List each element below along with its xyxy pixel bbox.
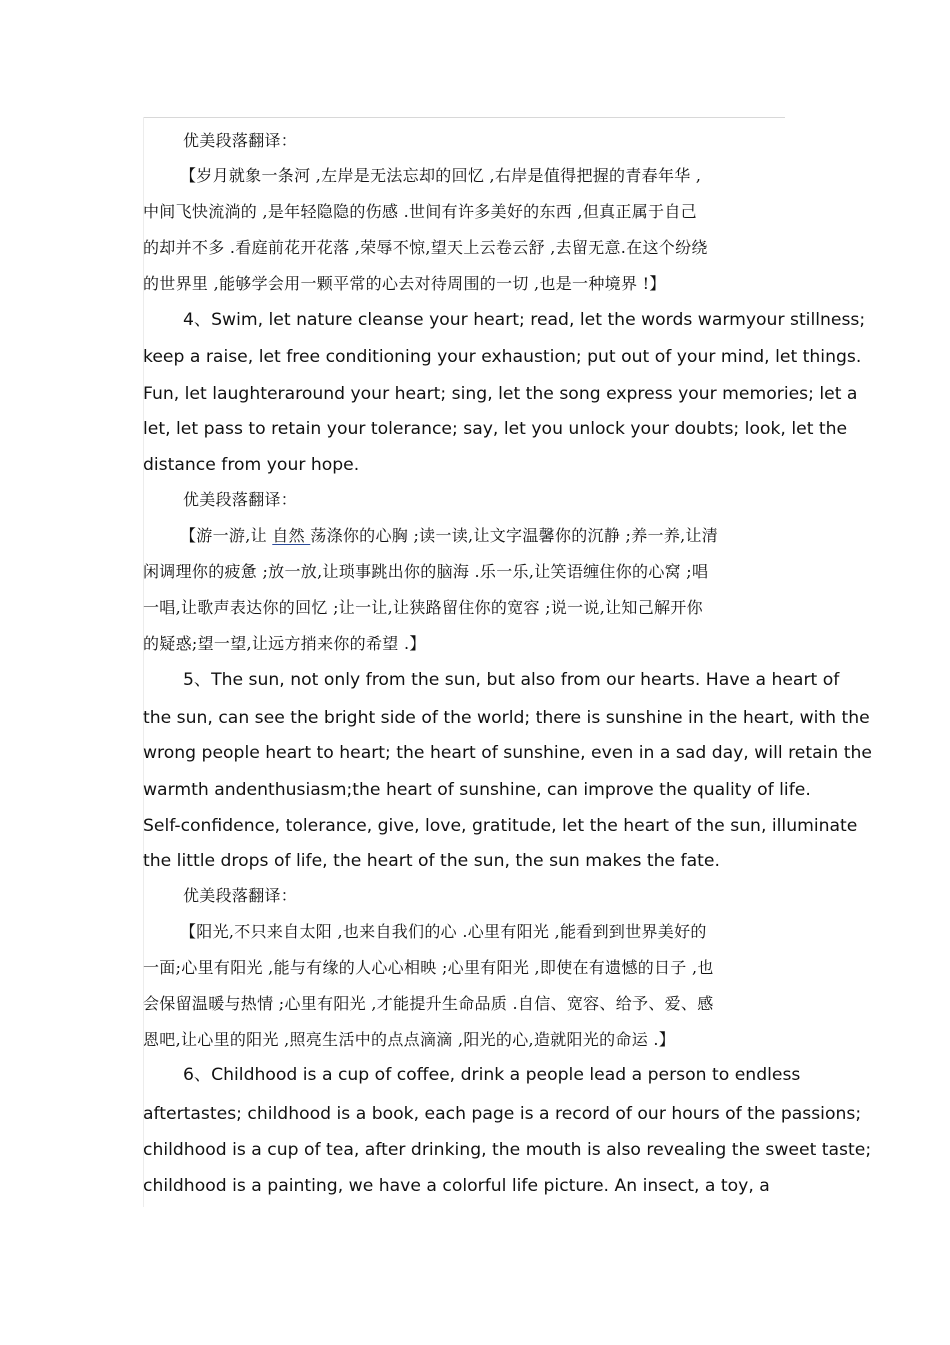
p4-en-line: 4、Swim, let nature cleanse your heart; read, let the words warmyour stillness; bbox=[183, 310, 866, 330]
p6-en-line: 6、Childhood is a cup of coffee, drink a people lead a person to endless bbox=[183, 1065, 801, 1085]
p4-cn-line: 一唱,让歌声表达你的回忆 ;让一让,让狭路留住你的宽容 ;说一说,让知己解开你 bbox=[143, 598, 703, 617]
p4-cn-line: 闲调理你的疲惫 ;放一放,让琐事跳出你的脑海 .乐一乐,让笑语缠住你的心窝 ;唱 bbox=[143, 562, 709, 581]
p6-en-line: childhood is a cup of tea, after drinking, the mouth is also revealing the sweet taste; bbox=[143, 1140, 872, 1160]
p3-cn-line: 的世界里 ,能够学会用一颗平常的心去对待周围的一切 ,也是一种境界 !】 bbox=[143, 274, 666, 293]
p3-cn-line: 的却并不多 .看庭前花开花落 ,荣辱不惊,望天上云卷云舒 ,去留无意.在这个纷绕 bbox=[143, 238, 708, 257]
p5-en-line: 5、The sun, not only from the sun, but also from our hearts. Have a heart of bbox=[183, 670, 840, 690]
translation-heading: 优美段落翻译： bbox=[183, 131, 298, 150]
p6-en-line: aftertastes; childhood is a book, each page is a record of our hours of the passions; bbox=[143, 1104, 862, 1124]
p3-cn-line: 中间飞快流淌的 ,是年轻隐隐的伤感 .世间有许多美好的东西 ,但真正属于自己 bbox=[143, 202, 697, 221]
p3-cn-line: 【岁月就象一条河 ,左岸是无法忘却的回忆 ,右岸是值得把握的青春年华 , bbox=[180, 166, 702, 185]
p4-cn-line-start: 【游一游,让 bbox=[180, 526, 273, 545]
p4-cn-line bbox=[180, 528, 718, 544]
p6-en-line: childhood is a painting, we have a colorful life picture. An insect, a toy, a bbox=[143, 1176, 770, 1196]
p4-cn-line: 的疑惑;望一望,让远方捎来你的希望 .】 bbox=[143, 634, 426, 653]
p5-en-line: the little drops of life, the heart of the sun, the sun makes the fate. bbox=[143, 851, 720, 871]
translation-heading: 优美段落翻译： bbox=[183, 490, 298, 509]
p5-cn-line: 【阳光,不只来自太阳 ,也来自我们的心 .心里有阳光 ,能看到到世界美好的 bbox=[180, 922, 707, 941]
p5-cn-line: 会保留温暖与热情 ;心里有阳光 ,才能提升生命品质 .自信、宽容、给予、爱、感 bbox=[143, 994, 714, 1013]
p4-en-line: distance from your hope. bbox=[143, 455, 360, 475]
p4-cn-line-end: 荡涤你的心胸 ;读一读,让文字温馨你的沉静 ;养一养,让清 bbox=[310, 526, 719, 545]
p5-en-line: the sun, can see the bright side of the world; there is sunshine in the heart, with the bbox=[143, 708, 870, 728]
p4-en-line: Fun, let laughteraround your heart; sing, let the song express your memories; let a bbox=[143, 384, 858, 404]
p5-en-line: wrong people heart to heart; the heart of sunshine, even in a sad day, will retain the bbox=[143, 743, 872, 763]
p4-en-line: let, let pass to retain your tolerance; say, let you unlock your doubts; look, let the bbox=[143, 419, 848, 439]
p4-en-line: keep a raise, let free conditioning your exhaustion; put out of your mind, let things. bbox=[143, 347, 862, 367]
p5-cn-line: 恩吧,让心里的阳光 ,照亮生活中的点点滴滴 ,阳光的心,造就阳光的命运 .】 bbox=[143, 1030, 676, 1049]
p5-en-line: Self-confidence, tolerance, give, love, gratitude, let the heart of the sun, illuminate bbox=[143, 816, 858, 836]
page-top-rule bbox=[143, 117, 785, 118]
translation-heading: 优美段落翻译： bbox=[183, 886, 298, 905]
ziran-link[interactable]: 自然 bbox=[272, 526, 311, 545]
p5-cn-line: 一面;心里有阳光 ,能与有缘的人心心相映 ;心里有阳光 ,即使在有遗憾的日子 ,也 bbox=[143, 958, 714, 977]
p5-en-line: warmth andenthusiasm;the heart of sunshine, can improve the quality of life. bbox=[143, 780, 811, 800]
